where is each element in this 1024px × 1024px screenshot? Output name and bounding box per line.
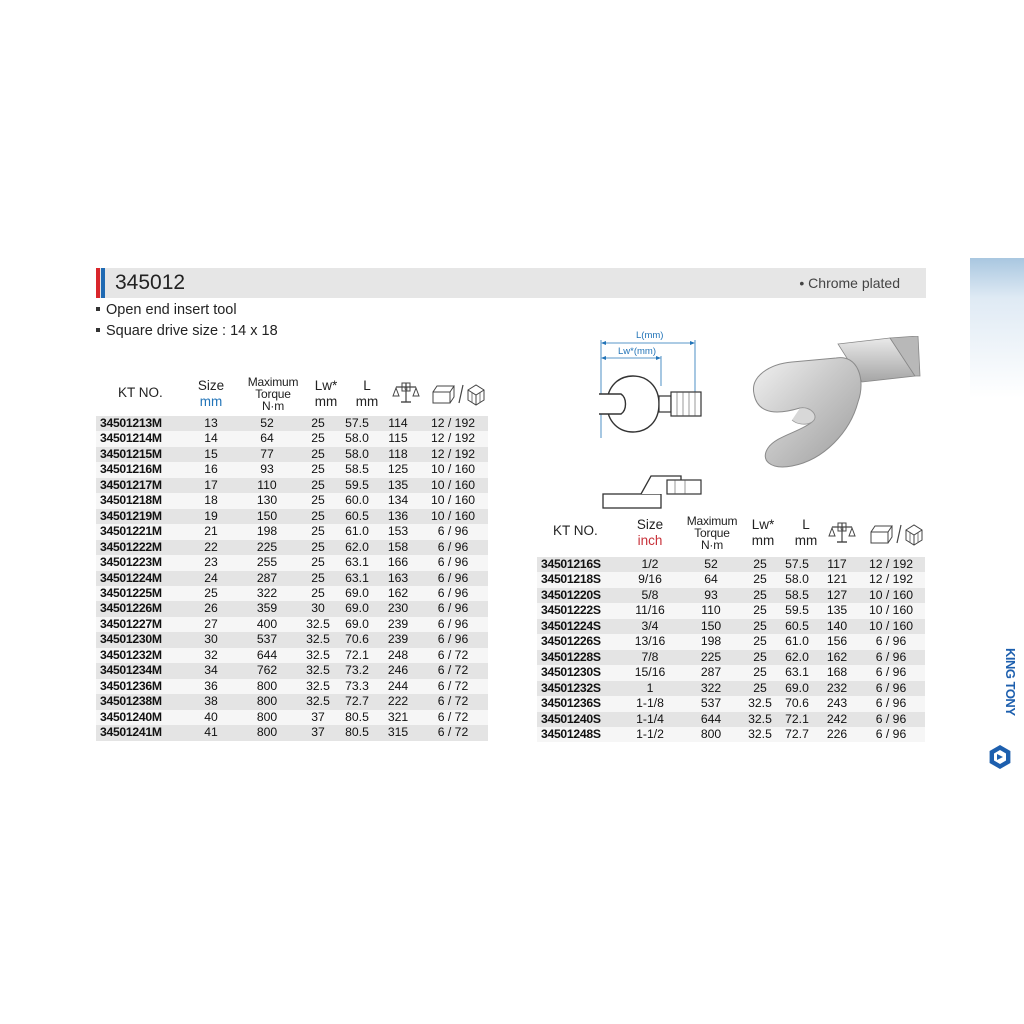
metric-cell-kt-no: 34501219M — [96, 509, 188, 524]
metric-cell-weight: 166 — [378, 555, 418, 570]
inch-header-kt-no: KT NO. — [553, 523, 598, 538]
metric-cell-lw: 25 — [300, 555, 336, 570]
metric-cell-packing-qty: 6 / 72 — [418, 663, 488, 678]
metric-cell-length: 80.5 — [336, 725, 378, 740]
metric-cell-length: 58.0 — [336, 431, 378, 446]
inch-cell-kt-no: 34501228S — [537, 650, 621, 665]
metric-cell-length: 72.7 — [336, 694, 378, 709]
inch-cell-max-torque: 110 — [679, 603, 743, 618]
metric-cell-size: 25 — [188, 586, 234, 601]
metric-table-row — [96, 679, 488, 694]
metric-cell-kt-no: 34501222M — [96, 540, 188, 555]
inch-table-row — [537, 603, 925, 618]
inch-cell-packing-qty: 10 / 160 — [857, 588, 925, 603]
inch-cell-lw: 25 — [743, 650, 777, 665]
metric-cell-size: 41 — [188, 725, 234, 740]
metric-cell-size: 23 — [188, 555, 234, 570]
inch-cell-size: 11/16 — [621, 603, 679, 618]
metric-cell-size: 24 — [188, 571, 234, 586]
metric-cell-max-torque: 322 — [234, 586, 300, 601]
metric-table-row — [96, 586, 488, 601]
metric-cell-size: 38 — [188, 694, 234, 709]
inch-cell-lw: 25 — [743, 619, 777, 634]
inch-table-row — [537, 572, 925, 587]
metric-cell-packing-qty: 10 / 160 — [418, 509, 488, 524]
metric-table-row — [96, 493, 488, 508]
inch-cell-length: 58.0 — [777, 572, 817, 587]
metric-table-row — [96, 617, 488, 632]
inch-table-row — [537, 727, 925, 742]
metric-cell-length: 80.5 — [336, 710, 378, 725]
metric-cell-weight: 163 — [378, 571, 418, 586]
metric-cell-packing-qty: 6 / 96 — [418, 524, 488, 539]
inch-cell-weight: 117 — [817, 557, 857, 572]
product-photo — [740, 336, 930, 476]
metric-cell-weight: 321 — [378, 710, 418, 725]
metric-cell-size: 18 — [188, 493, 234, 508]
metric-cell-size: 13 — [188, 416, 234, 431]
packing-box-icon — [430, 382, 486, 406]
bullet-icon — [96, 328, 100, 332]
description-line-2: Square drive size : 14 x 18 — [96, 323, 278, 339]
metric-cell-weight: 158 — [378, 540, 418, 555]
metric-table-row — [96, 540, 488, 555]
inch-cell-weight: 243 — [817, 696, 857, 711]
metric-header-kt-no: KT NO. — [118, 385, 163, 400]
header-accent-red — [96, 268, 100, 298]
metric-table-row — [96, 416, 488, 431]
metric-cell-weight: 162 — [378, 586, 418, 601]
metric-cell-lw: 25 — [300, 509, 336, 524]
inch-cell-max-torque: 150 — [679, 619, 743, 634]
inch-header-torque: Maximum Torque N·m — [686, 514, 738, 552]
metric-cell-packing-qty: 6 / 96 — [418, 571, 488, 586]
metric-cell-length: 70.6 — [336, 632, 378, 647]
metric-cell-max-torque: 800 — [234, 725, 300, 740]
inch-cell-weight: 135 — [817, 603, 857, 618]
metric-cell-lw: 37 — [300, 725, 336, 740]
metric-header-l: L mm — [355, 378, 379, 409]
inch-weight-scale-icon — [828, 520, 856, 546]
metric-cell-length: 59.5 — [336, 478, 378, 493]
inch-cell-max-torque: 52 — [679, 557, 743, 572]
metric-cell-kt-no: 34501227M — [96, 617, 188, 632]
inch-cell-size: 1 — [621, 681, 679, 696]
metric-cell-kt-no: 34501218M — [96, 493, 188, 508]
inch-cell-length: 59.5 — [777, 603, 817, 618]
inch-cell-packing-qty: 6 / 96 — [857, 696, 925, 711]
inch-cell-size: 3/4 — [621, 619, 679, 634]
metric-cell-weight: 248 — [378, 648, 418, 663]
inch-cell-max-torque: 800 — [679, 727, 743, 742]
metric-cell-weight: 118 — [378, 447, 418, 462]
metric-table-row — [96, 710, 488, 725]
inch-cell-packing-qty: 6 / 96 — [857, 665, 925, 680]
metric-cell-length: 72.1 — [336, 648, 378, 663]
metric-cell-lw: 32.5 — [300, 617, 336, 632]
inch-cell-packing-qty: 6 / 96 — [857, 681, 925, 696]
bullet-icon — [96, 307, 100, 311]
inch-cell-kt-no: 34501232S — [537, 681, 621, 696]
metric-cell-packing-qty: 6 / 96 — [418, 540, 488, 555]
metric-cell-max-torque: 225 — [234, 540, 300, 555]
metric-table-row — [96, 694, 488, 709]
metric-cell-size: 30 — [188, 632, 234, 647]
metric-cell-lw: 32.5 — [300, 663, 336, 678]
metric-cell-kt-no: 34501230M — [96, 632, 188, 647]
metric-cell-size: 15 — [188, 447, 234, 462]
metric-cell-max-torque: 800 — [234, 679, 300, 694]
inch-table-row — [537, 650, 925, 665]
inch-cell-lw: 25 — [743, 665, 777, 680]
metric-cell-weight: 153 — [378, 524, 418, 539]
metric-table-row — [96, 648, 488, 663]
metric-cell-kt-no: 34501223M — [96, 555, 188, 570]
metric-cell-max-torque: 800 — [234, 710, 300, 725]
length-label: L(mm) — [636, 330, 664, 341]
metric-cell-length: 69.0 — [336, 617, 378, 632]
metric-cell-size: 22 — [188, 540, 234, 555]
lw-label: Lw*(mm) — [618, 346, 656, 357]
metric-cell-packing-qty: 12 / 192 — [418, 447, 488, 462]
metric-table-row — [96, 478, 488, 493]
inch-cell-weight: 156 — [817, 634, 857, 649]
inch-cell-packing-qty: 6 / 96 — [857, 650, 925, 665]
inch-cell-weight: 121 — [817, 572, 857, 587]
metric-cell-kt-no: 34501217M — [96, 478, 188, 493]
metric-cell-max-torque: 644 — [234, 648, 300, 663]
inch-cell-weight: 226 — [817, 727, 857, 742]
weight-scale-icon — [392, 380, 420, 406]
metric-cell-length: 73.3 — [336, 679, 378, 694]
metric-cell-packing-qty: 10 / 160 — [418, 478, 488, 493]
metric-cell-packing-qty: 6 / 96 — [418, 601, 488, 616]
header-accent-blue — [101, 268, 105, 298]
metric-cell-kt-no: 34501240M — [96, 710, 188, 725]
metric-cell-lw: 32.5 — [300, 679, 336, 694]
metric-cell-weight: 239 — [378, 632, 418, 647]
metric-cell-max-torque: 255 — [234, 555, 300, 570]
inch-cell-kt-no: 34501216S — [537, 557, 621, 572]
metric-cell-max-torque: 762 — [234, 663, 300, 678]
metric-cell-length: 63.1 — [336, 571, 378, 586]
metric-cell-kt-no: 34501226M — [96, 601, 188, 616]
metric-cell-size: 36 — [188, 679, 234, 694]
brand-emblem-icon — [990, 745, 1011, 769]
inch-cell-kt-no: 34501220S — [537, 588, 621, 603]
inch-cell-length: 61.0 — [777, 634, 817, 649]
inch-cell-length: 62.0 — [777, 650, 817, 665]
inch-cell-weight: 242 — [817, 712, 857, 727]
inch-cell-weight: 232 — [817, 681, 857, 696]
metric-cell-packing-qty: 12 / 192 — [418, 416, 488, 431]
metric-table-row — [96, 431, 488, 446]
metric-cell-weight: 246 — [378, 663, 418, 678]
metric-cell-length: 57.5 — [336, 416, 378, 431]
inch-cell-length: 70.6 — [777, 696, 817, 711]
metric-cell-max-torque: 110 — [234, 478, 300, 493]
metric-header-lw: Lw* mm — [314, 378, 338, 409]
metric-cell-length: 69.0 — [336, 601, 378, 616]
metric-cell-weight: 134 — [378, 493, 418, 508]
metric-cell-length: 63.1 — [336, 555, 378, 570]
metric-cell-length: 60.5 — [336, 509, 378, 524]
inch-cell-size: 1-1/8 — [621, 696, 679, 711]
inch-table-row — [537, 712, 925, 727]
metric-cell-weight: 244 — [378, 679, 418, 694]
metric-cell-packing-qty: 6 / 72 — [418, 648, 488, 663]
metric-cell-lw: 25 — [300, 524, 336, 539]
metric-cell-size: 26 — [188, 601, 234, 616]
inch-packing-box-icon — [868, 522, 924, 546]
metric-cell-lw: 32.5 — [300, 694, 336, 709]
metric-cell-size: 32 — [188, 648, 234, 663]
inch-header-size: Size inch — [636, 517, 664, 548]
inch-cell-packing-qty: 6 / 96 — [857, 634, 925, 649]
metric-cell-packing-qty: 6 / 72 — [418, 710, 488, 725]
inch-table-row — [537, 619, 925, 634]
metric-cell-kt-no: 34501213M — [96, 416, 188, 431]
inch-cell-max-torque: 644 — [679, 712, 743, 727]
metric-cell-kt-no: 34501236M — [96, 679, 188, 694]
inch-cell-max-torque: 64 — [679, 572, 743, 587]
metric-cell-weight: 230 — [378, 601, 418, 616]
metric-cell-packing-qty: 12 / 192 — [418, 431, 488, 446]
inch-cell-lw: 25 — [743, 572, 777, 587]
inch-cell-max-torque: 93 — [679, 588, 743, 603]
metric-cell-kt-no: 34501225M — [96, 586, 188, 601]
metric-cell-max-torque: 64 — [234, 431, 300, 446]
metric-cell-lw: 25 — [300, 447, 336, 462]
metric-cell-max-torque: 52 — [234, 416, 300, 431]
inch-cell-kt-no: 34501224S — [537, 619, 621, 634]
metric-cell-weight: 239 — [378, 617, 418, 632]
inch-cell-packing-qty: 12 / 192 — [857, 557, 925, 572]
metric-cell-weight: 125 — [378, 462, 418, 477]
metric-cell-length: 69.0 — [336, 586, 378, 601]
inch-cell-length: 60.5 — [777, 619, 817, 634]
metric-cell-size: 17 — [188, 478, 234, 493]
metric-cell-kt-no: 34501238M — [96, 694, 188, 709]
inch-cell-length: 72.7 — [777, 727, 817, 742]
metric-cell-length: 58.5 — [336, 462, 378, 477]
inch-cell-weight: 127 — [817, 588, 857, 603]
metric-table-row — [96, 447, 488, 462]
inch-cell-max-torque: 225 — [679, 650, 743, 665]
metric-table-row — [96, 663, 488, 678]
metric-cell-kt-no: 34501232M — [96, 648, 188, 663]
metric-cell-max-torque: 77 — [234, 447, 300, 462]
metric-cell-size: 16 — [188, 462, 234, 477]
metric-cell-kt-no: 34501215M — [96, 447, 188, 462]
inch-cell-size: 7/8 — [621, 650, 679, 665]
metric-cell-size: 27 — [188, 617, 234, 632]
inch-cell-packing-qty: 6 / 96 — [857, 727, 925, 742]
inch-cell-size: 1-1/2 — [621, 727, 679, 742]
inch-cell-length: 58.5 — [777, 588, 817, 603]
inch-cell-length: 69.0 — [777, 681, 817, 696]
inch-cell-length: 72.1 — [777, 712, 817, 727]
metric-cell-max-torque: 537 — [234, 632, 300, 647]
inch-table-row — [537, 588, 925, 603]
inch-cell-packing-qty: 10 / 160 — [857, 619, 925, 634]
inch-table-row — [537, 681, 925, 696]
inch-header-l: L mm — [794, 517, 818, 548]
king-tony-logo — [978, 640, 1022, 780]
metric-cell-packing-qty: 10 / 160 — [418, 493, 488, 508]
metric-cell-packing-qty: 6 / 96 — [418, 555, 488, 570]
metric-cell-weight: 315 — [378, 725, 418, 740]
metric-cell-kt-no: 34501221M — [96, 524, 188, 539]
metric-cell-lw: 25 — [300, 571, 336, 586]
description-line-1: Open end insert tool — [96, 302, 237, 318]
metric-cell-packing-qty: 6 / 96 — [418, 617, 488, 632]
inch-cell-kt-no: 34501236S — [537, 696, 621, 711]
inch-cell-kt-no: 34501248S — [537, 727, 621, 742]
metric-cell-max-torque: 198 — [234, 524, 300, 539]
svg-text:g: g — [840, 526, 844, 532]
inch-cell-kt-no: 34501230S — [537, 665, 621, 680]
metric-cell-kt-no: 34501224M — [96, 571, 188, 586]
metric-table-row — [96, 524, 488, 539]
inch-cell-size: 5/8 — [621, 588, 679, 603]
inch-cell-lw: 25 — [743, 588, 777, 603]
inch-cell-kt-no: 34501240S — [537, 712, 621, 727]
inch-cell-size: 13/16 — [621, 634, 679, 649]
inch-cell-weight: 140 — [817, 619, 857, 634]
metric-cell-packing-qty: 6 / 96 — [418, 586, 488, 601]
inch-cell-length: 63.1 — [777, 665, 817, 680]
metric-table-row — [96, 601, 488, 616]
metric-cell-length: 62.0 — [336, 540, 378, 555]
inch-spec-table — [537, 557, 925, 742]
metric-table-row — [96, 462, 488, 477]
metric-table-row — [96, 509, 488, 524]
metric-cell-weight: 135 — [378, 478, 418, 493]
inch-cell-lw: 32.5 — [743, 712, 777, 727]
inch-cell-max-torque: 198 — [679, 634, 743, 649]
metric-cell-lw: 32.5 — [300, 632, 336, 647]
inch-table-row — [537, 696, 925, 711]
inch-cell-weight: 162 — [817, 650, 857, 665]
finish-note: • Chrome plated — [799, 275, 900, 291]
metric-cell-lw: 37 — [300, 710, 336, 725]
metric-table-row — [96, 571, 488, 586]
brand-name: KING TONY — [1003, 648, 1018, 716]
metric-cell-kt-no: 34501241M — [96, 725, 188, 740]
inch-cell-max-torque: 287 — [679, 665, 743, 680]
inch-cell-kt-no: 34501218S — [537, 572, 621, 587]
metric-cell-length: 60.0 — [336, 493, 378, 508]
metric-cell-length: 73.2 — [336, 663, 378, 678]
inch-cell-kt-no: 34501226S — [537, 634, 621, 649]
metric-cell-packing-qty: 10 / 160 — [418, 462, 488, 477]
inch-cell-size: 1-1/4 — [621, 712, 679, 727]
metric-cell-max-torque: 359 — [234, 601, 300, 616]
metric-table-row — [96, 555, 488, 570]
metric-cell-weight: 114 — [378, 416, 418, 431]
metric-cell-lw: 30 — [300, 601, 336, 616]
metric-cell-lw: 32.5 — [300, 648, 336, 663]
metric-cell-packing-qty: 6 / 72 — [418, 725, 488, 740]
metric-cell-packing-qty: 6 / 72 — [418, 694, 488, 709]
metric-cell-size: 21 — [188, 524, 234, 539]
metric-cell-lw: 25 — [300, 478, 336, 493]
inch-cell-length: 57.5 — [777, 557, 817, 572]
metric-cell-length: 58.0 — [336, 447, 378, 462]
inch-cell-lw: 25 — [743, 557, 777, 572]
metric-cell-max-torque: 130 — [234, 493, 300, 508]
svg-text:g: g — [404, 386, 408, 392]
metric-spec-table — [96, 416, 488, 741]
inch-cell-size: 9/16 — [621, 572, 679, 587]
inch-cell-packing-qty: 6 / 96 — [857, 712, 925, 727]
metric-cell-lw: 25 — [300, 431, 336, 446]
metric-cell-lw: 25 — [300, 416, 336, 431]
inch-cell-lw: 25 — [743, 634, 777, 649]
inch-cell-max-torque: 537 — [679, 696, 743, 711]
inch-cell-kt-no: 34501222S — [537, 603, 621, 618]
inch-cell-lw: 32.5 — [743, 696, 777, 711]
metric-header-size: Size mm — [197, 378, 225, 409]
metric-cell-lw: 25 — [300, 540, 336, 555]
metric-cell-size: 14 — [188, 431, 234, 446]
metric-cell-kt-no: 34501216M — [96, 462, 188, 477]
inch-cell-lw: 32.5 — [743, 727, 777, 742]
metric-cell-kt-no: 34501234M — [96, 663, 188, 678]
metric-cell-max-torque: 400 — [234, 617, 300, 632]
inch-table-row — [537, 634, 925, 649]
metric-cell-max-torque: 287 — [234, 571, 300, 586]
inch-table-row — [537, 665, 925, 680]
metric-cell-max-torque: 800 — [234, 694, 300, 709]
metric-cell-weight: 115 — [378, 431, 418, 446]
metric-cell-kt-no: 34501214M — [96, 431, 188, 446]
inch-cell-size: 1/2 — [621, 557, 679, 572]
metric-cell-size: 40 — [188, 710, 234, 725]
metric-cell-max-torque: 93 — [234, 462, 300, 477]
inch-cell-size: 15/16 — [621, 665, 679, 680]
metric-cell-size: 34 — [188, 663, 234, 678]
metric-cell-packing-qty: 6 / 96 — [418, 632, 488, 647]
inch-cell-max-torque: 322 — [679, 681, 743, 696]
metric-header-torque: Maximum Torque N·m — [247, 375, 299, 413]
metric-cell-length: 61.0 — [336, 524, 378, 539]
model-number: 345012 — [115, 271, 186, 294]
metric-cell-weight: 222 — [378, 694, 418, 709]
inch-cell-lw: 25 — [743, 681, 777, 696]
inch-cell-weight: 168 — [817, 665, 857, 680]
inch-cell-packing-qty: 12 / 192 — [857, 572, 925, 587]
metric-table-row — [96, 725, 488, 740]
metric-table-row — [96, 632, 488, 647]
metric-cell-size: 19 — [188, 509, 234, 524]
metric-cell-packing-qty: 6 / 72 — [418, 679, 488, 694]
inch-cell-packing-qty: 10 / 160 — [857, 603, 925, 618]
inch-cell-lw: 25 — [743, 603, 777, 618]
metric-cell-lw: 25 — [300, 462, 336, 477]
metric-cell-max-torque: 150 — [234, 509, 300, 524]
inch-header-lw: Lw* mm — [751, 517, 775, 548]
metric-cell-lw: 25 — [300, 493, 336, 508]
inch-table-row — [537, 557, 925, 572]
metric-cell-weight: 136 — [378, 509, 418, 524]
metric-cell-lw: 25 — [300, 586, 336, 601]
